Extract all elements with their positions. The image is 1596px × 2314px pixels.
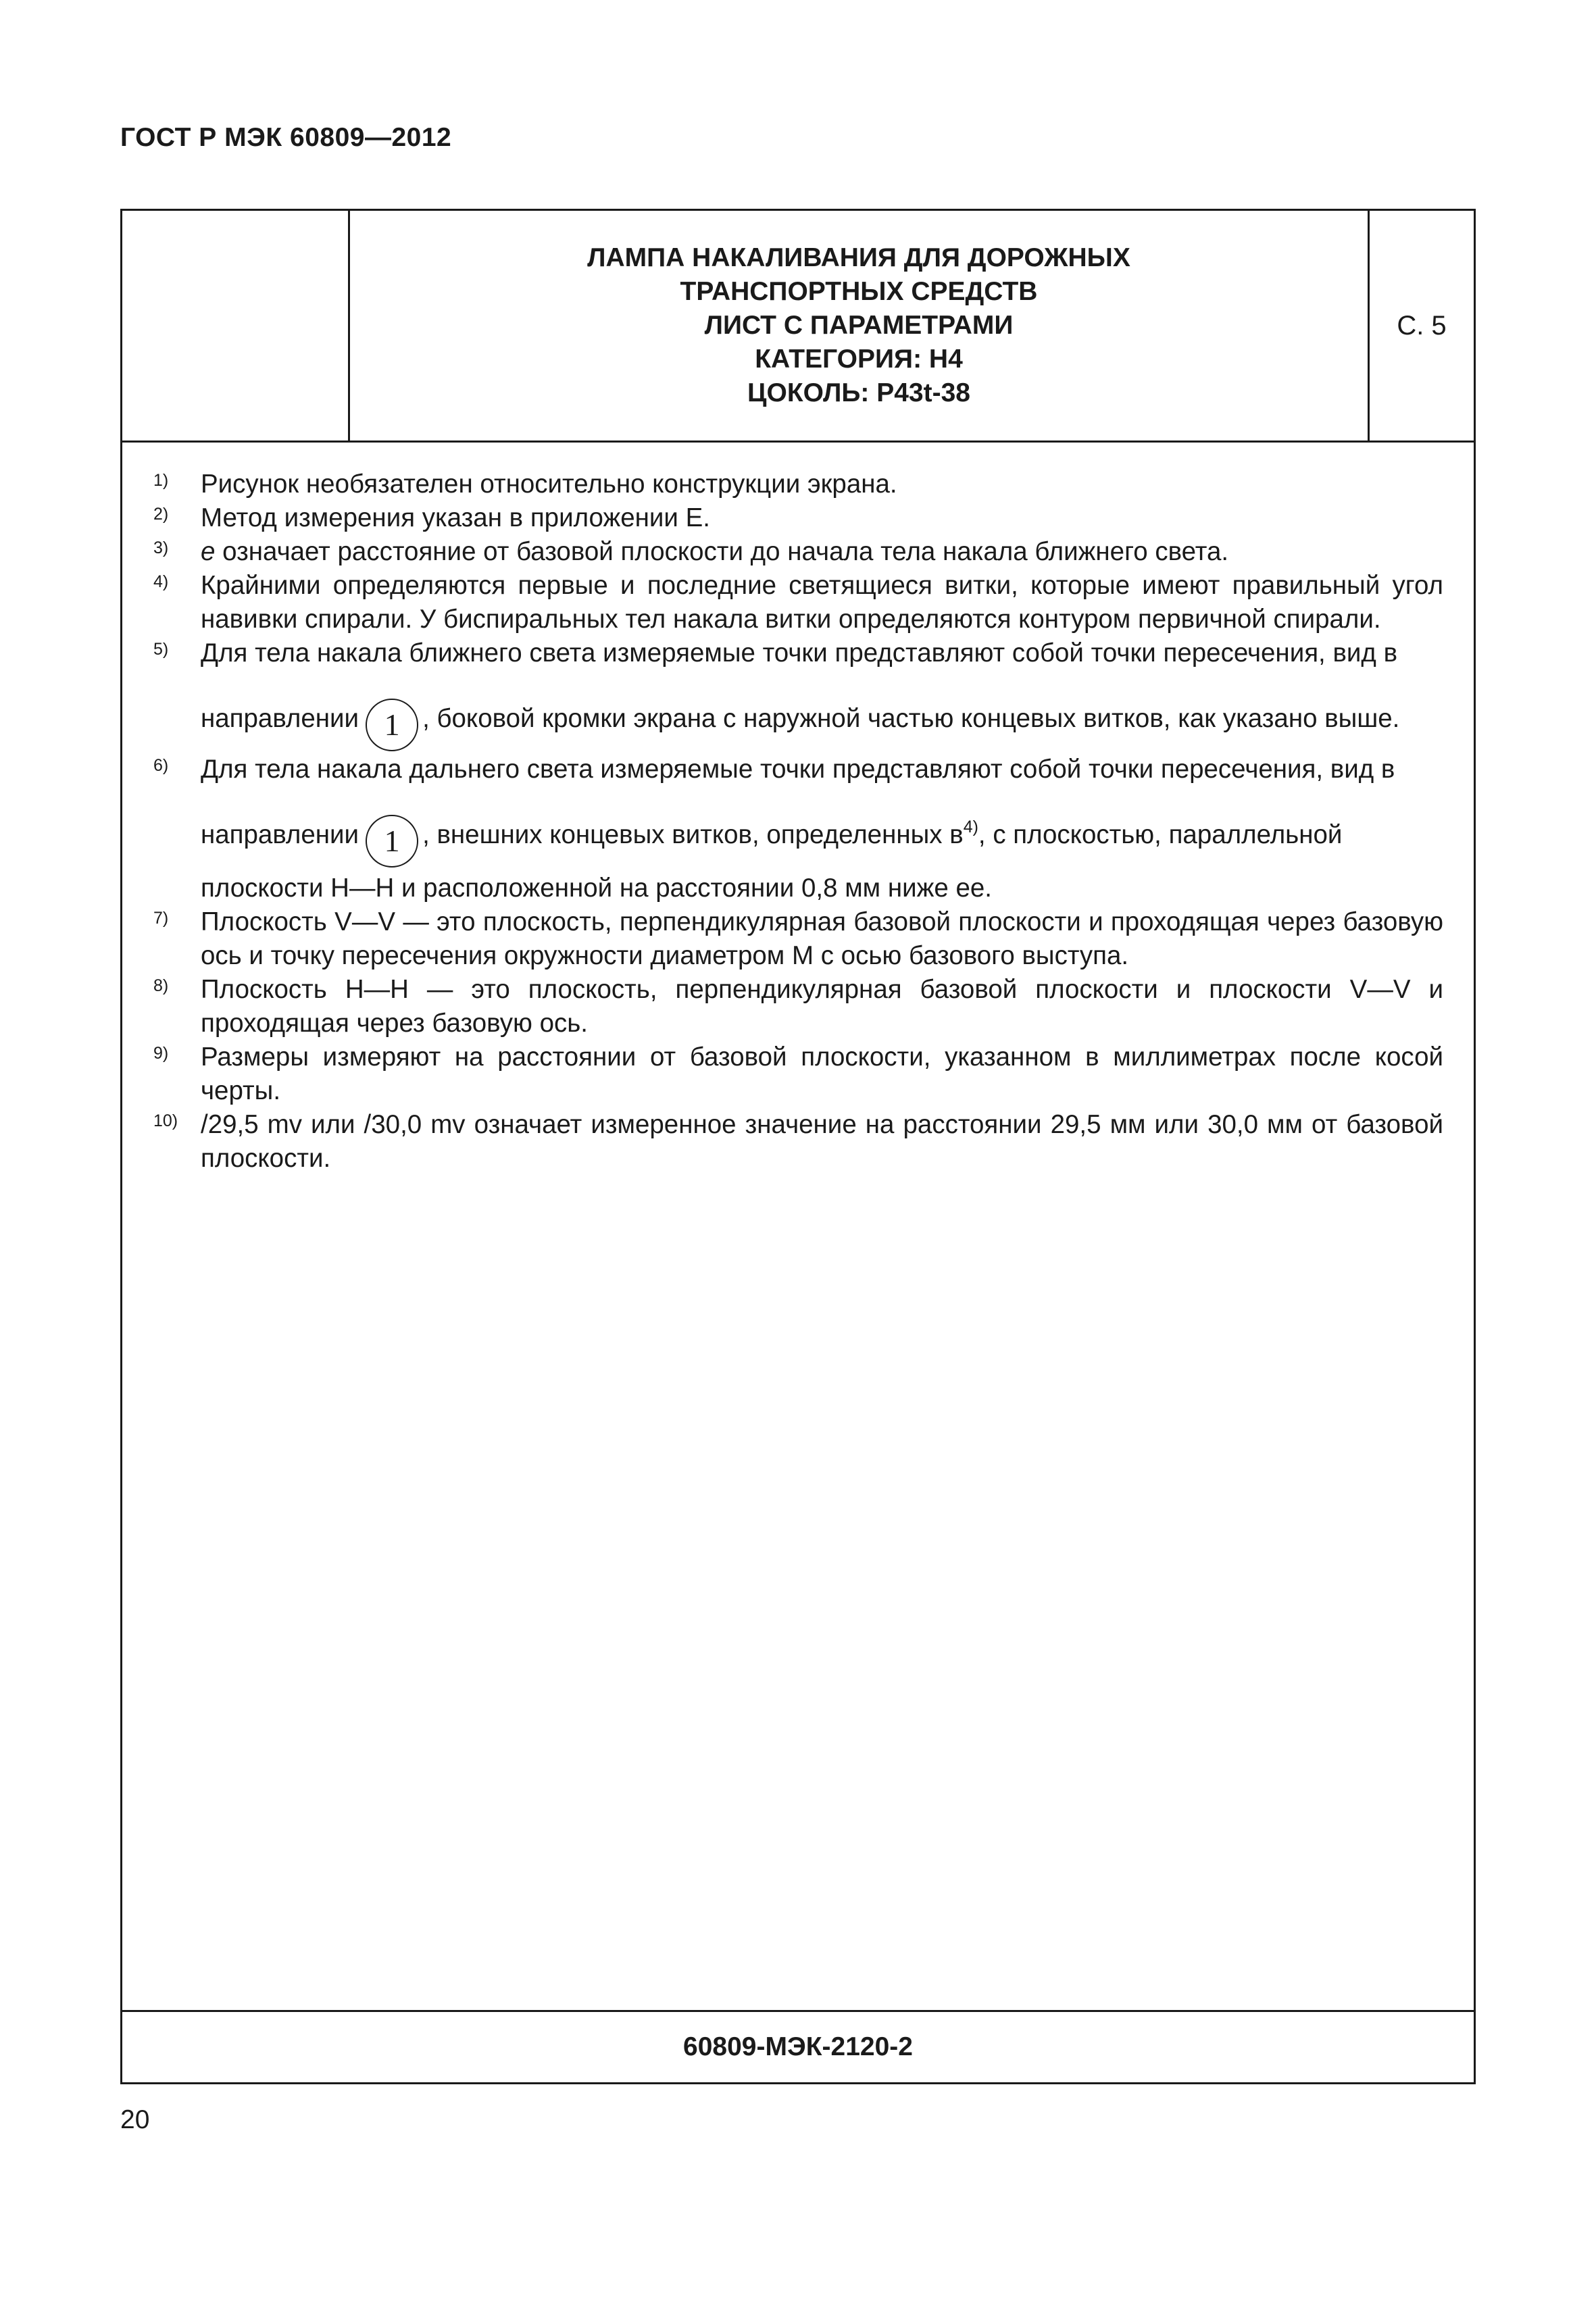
title-line-4: КАТЕГОРИЯ: H4 <box>755 345 963 374</box>
title-center-cell <box>350 211 1370 441</box>
note-variable: e <box>201 537 216 566</box>
note-text: /29,5 mv или /30,0 mv означает измеренное значение на расстоянии 29,5 мм или 30,0 мм от базовой плоскости. <box>201 1110 1443 1173</box>
sheet-code: 60809-МЭК-2120-2 <box>122 2010 1474 2082</box>
note-text: Размеры измеряют на расстоянии от базовой плоскости, указанном в миллиметрах после косой черты. <box>201 1042 1443 1105</box>
sheet-page-number: С. 5 <box>1397 310 1447 341</box>
note-4 <box>122 569 1474 636</box>
note-text: , боковой кромки экрана с наружной частью концевых витков, как указано выше. <box>422 704 1400 733</box>
page-number: 20 <box>120 2105 150 2134</box>
note-text: Рисунок необязателен относительно конструкции экрана. <box>201 470 897 499</box>
note-number: 5) <box>153 640 169 659</box>
note-number: 7) <box>153 909 169 928</box>
note-text: , с плоскостью, параллельной <box>978 820 1343 849</box>
note-number: 8) <box>153 976 169 995</box>
title-line-3: ЛИСТ С ПАРАМЕТРАМИ <box>704 311 1014 340</box>
note-text: , внешних концевых витков, определенных в <box>422 820 964 849</box>
notes-list <box>122 468 1474 1176</box>
note-text: направлении <box>201 820 359 849</box>
note-number: 4) <box>153 572 169 591</box>
title-line-2: ТРАНСПОРТНЫХ СРЕДСТВ <box>680 277 1038 306</box>
note-number: 10) <box>153 1111 178 1130</box>
note-text: Для тела накала ближнего света измеряемые точки представляют собой точки пересечения, вид в <box>201 638 1398 668</box>
note-text: плоскости H—H и расположенной на расстоянии 0,8 мм ниже ее. <box>201 874 992 903</box>
note-text: Крайними определяются первые и последние светящиеся витки, которые имеют правильный угол навивки спирали. У биспиральных тел накала витки определяются контуром первичной спирали. <box>201 571 1443 634</box>
note-number: 3) <box>153 538 169 557</box>
title-left-cell <box>122 211 350 441</box>
note-text: Метод измерения указан в приложении E. <box>201 503 710 532</box>
note-10 <box>122 1108 1474 1176</box>
view-direction-circle: 1 <box>366 699 418 751</box>
note-6 <box>122 753 1474 905</box>
data-sheet-frame <box>120 209 1476 2084</box>
title-line-1: ЛАМПА НАКАЛИВАНИЯ ДЛЯ ДОРОЖНЫХ <box>587 243 1130 272</box>
note-3 <box>122 535 1474 569</box>
note-number: 2) <box>153 505 169 524</box>
note-text: направлении <box>201 704 359 733</box>
note-text: Плоскость V—V — это плоскость, перпендикулярная базовой плоскости и проходящая через базовую ось и точку пересечения окружности диаметром M с осью базового выступа. <box>201 907 1443 970</box>
title-line-5: ЦОКОЛЬ: P43t-38 <box>747 378 970 407</box>
note-9 <box>122 1040 1474 1108</box>
note-number: 9) <box>153 1044 169 1063</box>
note-circle-line <box>201 685 1443 753</box>
note-circle-line <box>201 801 1443 872</box>
note-2 <box>122 501 1474 535</box>
note-5 <box>122 636 1474 753</box>
note-reference: 4) <box>963 818 978 836</box>
note-number: 6) <box>153 756 169 775</box>
document-header: ГОСТ Р МЭК 60809—2012 <box>120 123 452 152</box>
note-text: означает расстояние от базовой плоскости до начала тела накала ближнего света. <box>215 537 1229 566</box>
note-text: Для тела накала дальнего света измеряемые точки представляют собой точки пересечения, вид в <box>201 755 1395 784</box>
note-text: Плоскость H—H — это плоскость, перпендикулярная базовой плоскости и плоскости V—V и проходящая через базовую ось. <box>201 975 1443 1038</box>
title-block <box>122 211 1474 443</box>
note-number: 1) <box>153 471 169 490</box>
note-8 <box>122 973 1474 1040</box>
note-7 <box>122 905 1474 973</box>
note-1 <box>122 468 1474 501</box>
view-direction-circle: 1 <box>366 815 418 867</box>
